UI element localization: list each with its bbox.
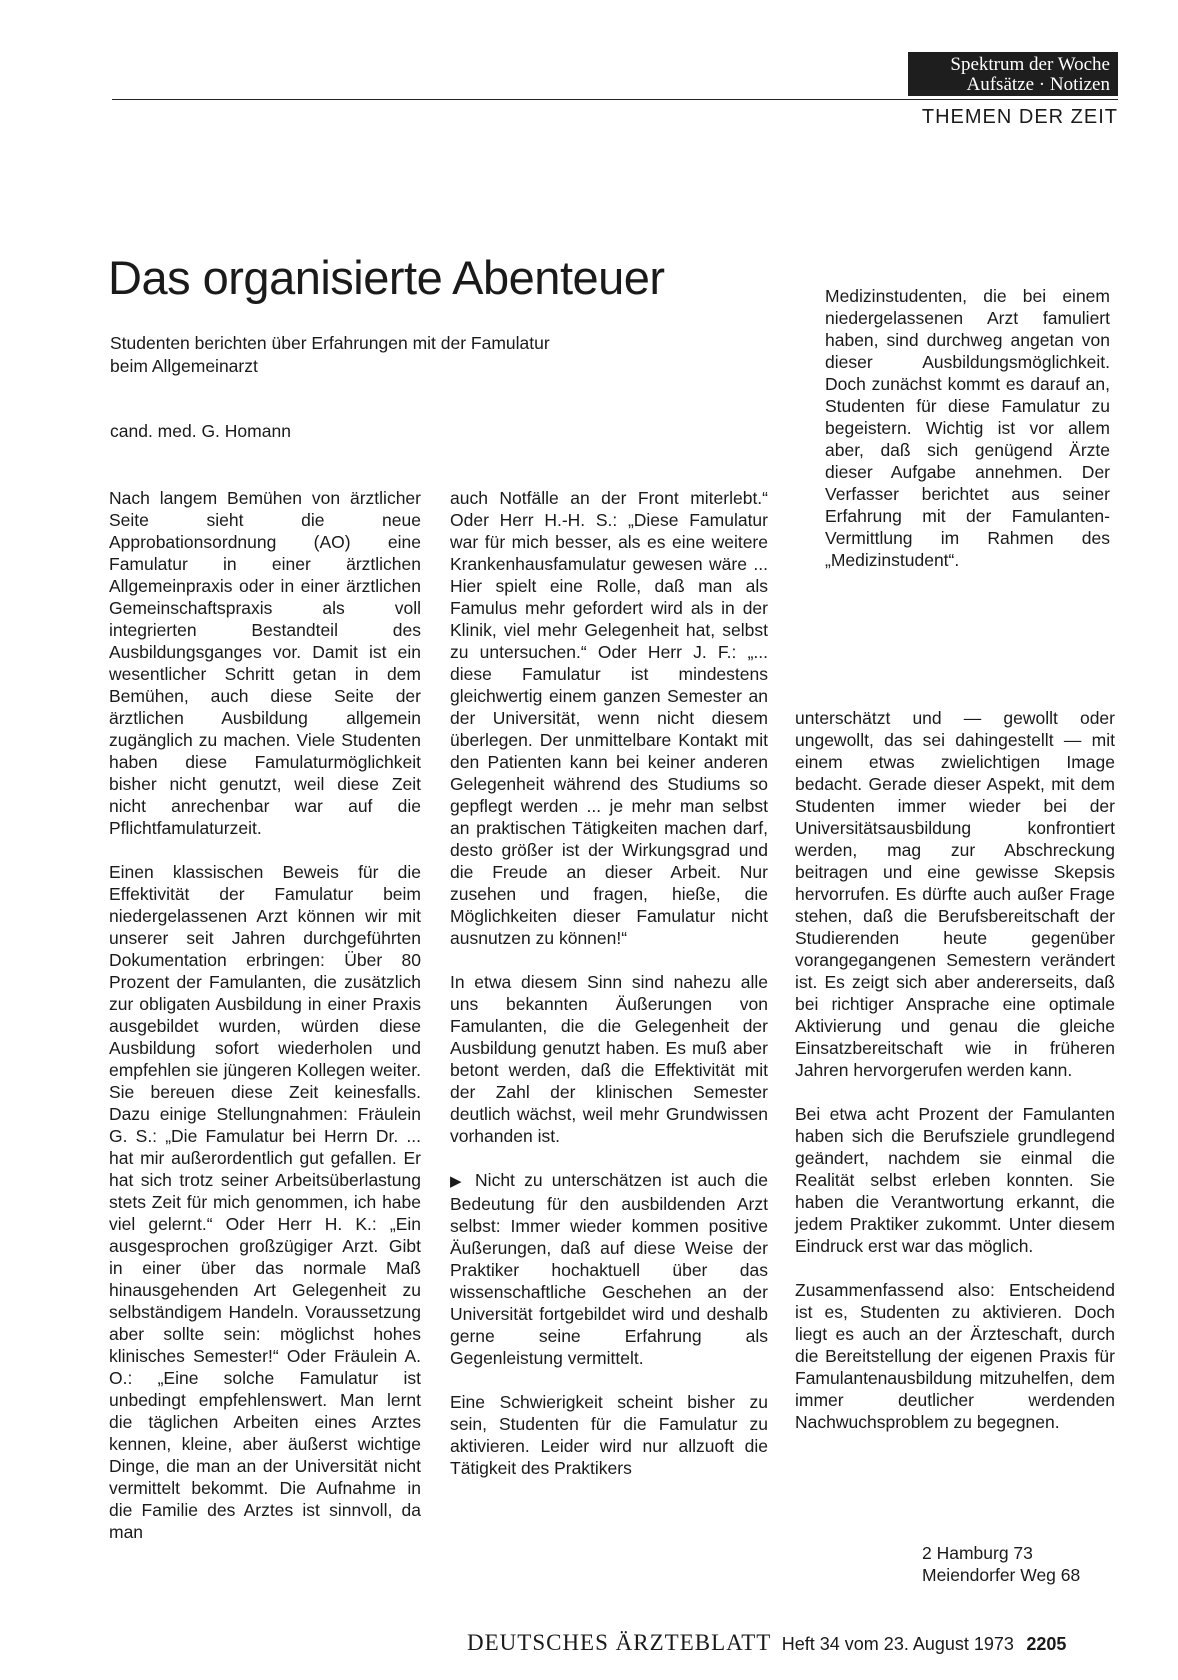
intro-paragraph: Medizinstudenten, die bei einem niedergelassenen Arzt famuliert haben, sind durchweg angetan von dieser Ausbildungsmöglichkeit. Doch zunächst kommt es darauf an, Studenten für diese Famulatur zu begeistern. Wichtig ist vor allem aber, daß sich genügend Ärzte dieser Aufgabe annehmen. Der Verfasser berichtet aus seiner Erfahrung mit der Famulanten-Vermittlung im Rahmen des „Medizinstudent“. [825,286,1110,570]
article-title: Das organisierte Abenteuer [108,251,665,304]
article-subtitle: Studenten berichten über Erfahrungen mit der Famulatur beim Allgemeinarzt [110,333,550,376]
column-2 [450,487,768,1501]
section-tag-line2: Aufsätze · Notizen [966,74,1110,95]
address-line: 2 Hamburg 73 [922,1543,1033,1563]
paragraph [450,1169,768,1369]
paragraph: Nach langem Bemühen von ärztlicher Seite sieht die neue Approbationsordnung (AO) eine Famulatur in einer ärztlichen Allgemeinpraxis oder in einer ärztlichen Gemeinschaftspraxis als voll integrierten Bestandteil des Ausbildungsganges vor. Damit ist ein wesentlicher Schritt getan in dem Bemühen, auch diese Seite der ärztlichen Ausbildung allgemein zugänglich zu machen. Viele Studenten haben diese Famulaturmöglichkeit bisher nicht genutzt, weil diese Zeit nicht anrechenbar war auf die Pflichtfamulaturzeit. [109,488,421,838]
paragraph: Bei etwa acht Prozent der Famulanten haben sich die Berufsziele grundlegend geändert, nachdem sie einmal die Realität selbst erleben konnten. Sie haben die Verantwortung erkannt, die jedem Praktiker zukommt. Unter diesem Eindruck erst war das möglich. [795,1104,1115,1256]
header-rule [112,99,1118,100]
journal-name: DEUTSCHES ÄRZTEBLATT [467,1630,772,1655]
section-tag-line1: Spektrum der Woche [950,54,1110,75]
paragraph: In etwa diesem Sinn sind nahezu alle uns bekannten Äußerungen von Famulanten, die die Gelegenheit der Ausbildung genutzt haben. Es muß aber betont werden, daß die Effektivität mit der Zahl der klinischen Semester deutlich wächst, weil mehr Grundwissen vorhanden ist. [450,972,768,1146]
category-label: THEMEN DER ZEIT [921,106,1118,128]
column-1 [109,487,421,1565]
paragraph-text: Nicht zu unterschätzen ist auch die Bedeutung für den ausbildenden Arzt selbst: Immer wieder kommen positive Äußerungen, daß auf diese Weise der Praktiker hochaktuell über das wissenschaftliche Geschehen an der Universität fortgebildet wird und deshalb gerne seine Erfahrung als Gegenleistung vermittelt. [450,1170,768,1368]
section-tag [908,52,1118,96]
page-footer [467,1630,1066,1656]
page-number: 2205 [1026,1634,1067,1654]
article-author: cand. med. G. Homann [110,421,291,441]
address-line: Meiendorfer Weg 68 [922,1565,1081,1585]
paragraph: unterschätzt und — gewollt oder ungewollt, das sei dahingestellt — mit einem etwas zwielichtigen Image bedacht. Gerade dieser Aspekt, mit dem Studenten immer wieder bei der Universitätsausbildung konfrontiert werden, mag zur Abschreckung beitragen und eine gewisse Skepsis hervorrufen. Es dürfte auch außer Frage stehen, daß die Berufsbereitschaft der Studierenden heute gegenüber vorangegangenen Semestern verändert ist. Es zeigt sich aber andererseits, daß bei richtiger Ansprache eine optimale Aktivierung und genau die gleiche Einsatzbereitschaft wie in früheren Jahren hervorgerufen werden kann. [795,708,1115,1080]
article-intro [825,285,1110,593]
triangle-marker-icon: ▶ [450,1173,466,1190]
author-address [922,1542,1080,1586]
paragraph: auch Notfälle an der Front miterlebt.“ Oder Herr H.-H. S.: „Diese Famulatur war für mich besser, als es eine weitere Krankenhausfamulatur gewesen wäre ... Hier spielt eine Rolle, daß man als Famulus mehr gefordert wird als in der Klinik, viel mehr Gelegenheit hat, selbst zu untersuchen.“ Oder Herr J. F.: „... diese Famulatur ist mindestens gleichwertig einem ganzen Semester an der Universität, wenn nicht diesem überlegen. Der unmittelbare Kontakt mit den Patienten kann bei keiner anderen Gelegenheit während des Studiums so gepflegt werden ... je mehr man selbst an praktischen Tätigkeiten machen darf, desto größer ist der Wirkungsgrad und die Freude an dieser Arbeit. Nur zusehen und fragen, hieße, die Möglichkeiten dieser Famulatur nicht ausnutzen zu können!“ [450,488,768,948]
issue-info: Heft 34 vom 23. August 1973 [781,1634,1014,1654]
paragraph: Einen klassischen Beweis für die Effektivität der Famulatur beim niedergelassenen Arzt können wir mit unserer seit Jahren durchgeführten Dokumentation erbringen: Über 80 Prozent der Famulanten, die zusätzlich zur obligaten Ausbildung in einer Praxis ausgebildet wurden, würden diese Ausbildung sofort wiederholen und empfehlen sie jüngeren Kollegen weiter. Sie bereuen diese Zeit keinesfalls. Dazu einige Stellungnahmen: Fräulein G. S.: „Die Famulatur bei Herrn Dr. ... hat mir außerordentlich gut gefallen. Er hat sich trotz seiner Arbeitsüberlastung stets Zeit für mich genommen, ich habe viel gelernt.“ Oder Herr H. K.: „Ein ausgesprochen großzügiger Arzt. Gibt in einer über das normale Maß hinausgehenden Art Gelegenheit zu selbständigem Handeln. Voraussetzung aber sollte sein: möglichst hohes klinisches Semester!“ Oder Fräulein A. O.: „Eine solche Famulatur ist unbedingt empfehlenswert. Man lernt die täglichen Arbeiten eines Arztes kennen, kleine, aber äußerst wichtige Dinge, die man an der Universität nicht vermittelt bekommt. Die Aufnahme in die Familie des Arztes ist sinnvoll, da man [109,862,421,1542]
paragraph: Eine Schwierigkeit scheint bisher zu sein, Studenten für die Famulatur zu aktivieren. Leider wird nur allzuoft die Tätigkeit des Praktikers [450,1392,768,1478]
paragraph: Zusammenfassend also: Entscheidend ist es, Studenten zu aktivieren. Doch liegt es auch an der Ärzteschaft, durch die Bereitstellung der eigenen Praxis für Famulantenausbildung mitzuhelfen, dem immer deutlicher werdenden Nachwuchsproblem zu begegnen. [795,1280,1115,1432]
column-3 [795,707,1115,1455]
